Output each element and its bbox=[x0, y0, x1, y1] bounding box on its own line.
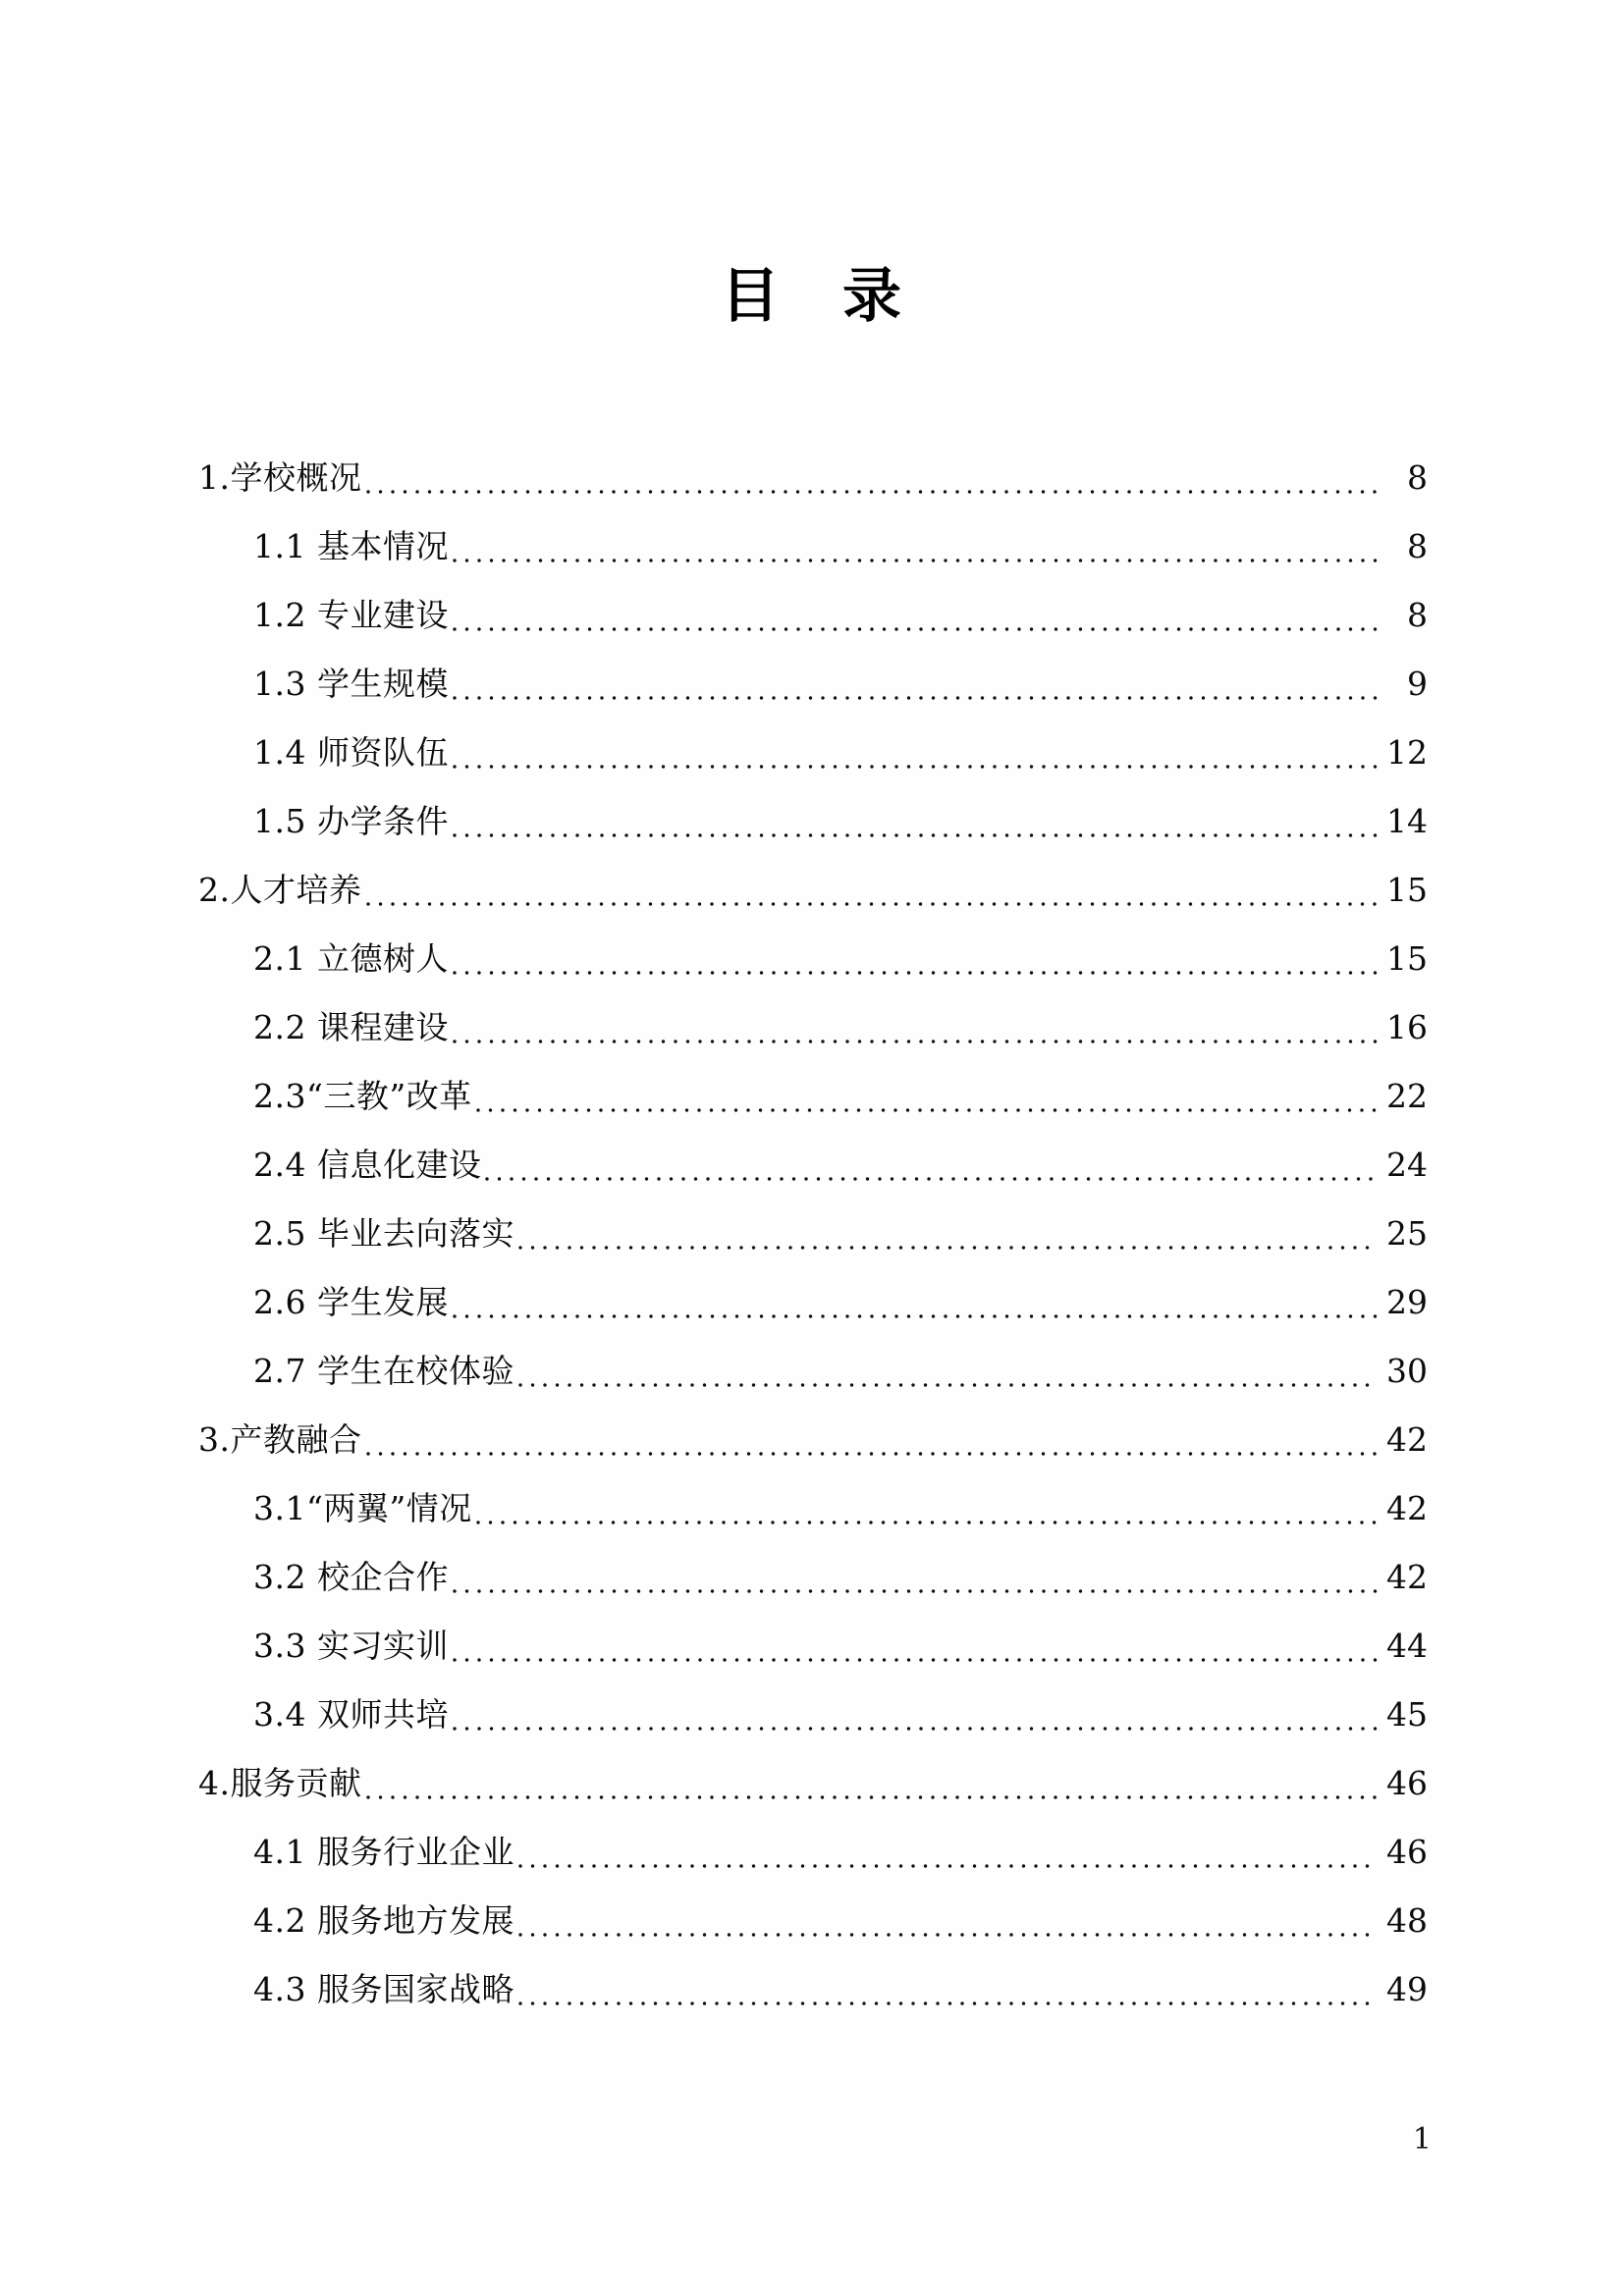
toc-entry-label: 2.5 毕业去向落实 bbox=[253, 1214, 514, 1253]
toc-entry-label: 1.4 师资队伍 bbox=[253, 733, 449, 772]
toc-entry[interactable] bbox=[198, 1406, 1428, 1474]
toc-entry-page-number: 8 bbox=[1407, 458, 1428, 497]
dot-leader bbox=[453, 787, 1378, 856]
dot-leader bbox=[518, 1955, 1378, 2024]
dot-leader bbox=[453, 1268, 1378, 1337]
dot-leader bbox=[476, 1474, 1378, 1543]
toc-entry[interactable] bbox=[198, 925, 1428, 993]
toc-entry[interactable] bbox=[198, 1062, 1428, 1131]
toc-entry[interactable] bbox=[198, 512, 1428, 581]
page-number-footer: 1 bbox=[1412, 2122, 1432, 2157]
dot-leader bbox=[366, 856, 1379, 925]
toc-entry[interactable] bbox=[198, 1543, 1428, 1612]
toc-entry-page-number: 45 bbox=[1386, 1695, 1428, 1734]
toc-entry-page-number: 14 bbox=[1386, 802, 1428, 840]
toc-entry-page-number: 8 bbox=[1407, 596, 1428, 634]
toc-entry[interactable] bbox=[198, 1337, 1428, 1406]
toc-entry-page-number: 46 bbox=[1386, 1764, 1428, 1802]
dot-leader bbox=[453, 925, 1378, 993]
toc-entry-label: 2.2 课程建设 bbox=[253, 1008, 449, 1046]
dot-leader bbox=[453, 1612, 1378, 1681]
dot-leader bbox=[453, 993, 1378, 1062]
toc-entry-page-number: 15 bbox=[1386, 871, 1428, 909]
dot-leader bbox=[453, 719, 1378, 787]
dot-leader bbox=[453, 1681, 1378, 1749]
toc-entry-page-number: 44 bbox=[1386, 1627, 1428, 1665]
toc-entry-page-number: 12 bbox=[1386, 733, 1428, 772]
toc-entry-page-number: 8 bbox=[1407, 527, 1428, 565]
toc-entry-page-number: 25 bbox=[1386, 1214, 1428, 1253]
dot-leader bbox=[518, 1818, 1378, 1887]
dot-leader bbox=[485, 1131, 1378, 1200]
toc-entry[interactable] bbox=[198, 1612, 1428, 1681]
toc-entry-label: 3.4 双师共培 bbox=[253, 1695, 449, 1734]
toc-entry-label: 1.5 办学条件 bbox=[253, 802, 449, 840]
toc-entry[interactable] bbox=[198, 719, 1428, 787]
toc-entry-label: 4.服务贡献 bbox=[198, 1764, 362, 1802]
toc-entry[interactable] bbox=[198, 1131, 1428, 1200]
toc-entry-page-number: 15 bbox=[1386, 939, 1428, 978]
toc-entry[interactable] bbox=[198, 787, 1428, 856]
toc-entry-page-number: 42 bbox=[1386, 1558, 1428, 1596]
dot-leader bbox=[453, 650, 1378, 719]
dot-leader bbox=[453, 1543, 1378, 1612]
toc-entry[interactable] bbox=[198, 1474, 1428, 1543]
toc-entry[interactable] bbox=[198, 1268, 1428, 1337]
toc-entry[interactable] bbox=[198, 444, 1428, 512]
dot-leader bbox=[518, 1337, 1378, 1406]
table-of-contents bbox=[198, 444, 1428, 2024]
toc-entry-page-number: 22 bbox=[1386, 1077, 1428, 1115]
toc-entry[interactable] bbox=[198, 1200, 1428, 1268]
toc-entry[interactable] bbox=[198, 856, 1428, 925]
toc-entry-label: 4.1 服务行业企业 bbox=[253, 1833, 514, 1871]
toc-entry[interactable] bbox=[198, 1887, 1428, 1955]
toc-entry[interactable] bbox=[198, 581, 1428, 650]
toc-entry-label: 4.2 服务地方发展 bbox=[253, 1901, 514, 1940]
dot-leader bbox=[366, 444, 1379, 512]
page-title: 目 录 bbox=[721, 262, 903, 331]
toc-entry-label: 1.2 专业建设 bbox=[253, 596, 449, 634]
toc-entry-page-number: 46 bbox=[1386, 1833, 1428, 1871]
toc-entry-page-number: 29 bbox=[1386, 1283, 1428, 1321]
dot-leader bbox=[453, 581, 1378, 650]
toc-entry[interactable] bbox=[198, 1818, 1428, 1887]
toc-entry-page-number: 24 bbox=[1386, 1146, 1428, 1184]
toc-entry[interactable] bbox=[198, 1681, 1428, 1749]
toc-entry-label: 2.1 立德树人 bbox=[253, 939, 449, 978]
toc-entry-label: 1.1 基本情况 bbox=[253, 527, 449, 565]
toc-entry-label: 2.4 信息化建设 bbox=[253, 1146, 482, 1184]
toc-entry[interactable] bbox=[198, 993, 1428, 1062]
dot-leader bbox=[476, 1062, 1378, 1131]
toc-entry-page-number: 42 bbox=[1386, 1489, 1428, 1527]
toc-entry-label: 3.2 校企合作 bbox=[253, 1558, 449, 1596]
toc-entry-page-number: 49 bbox=[1386, 1970, 1428, 2008]
toc-entry-label: 2.6 学生发展 bbox=[253, 1283, 449, 1321]
toc-entry-label: 2.7 学生在校体验 bbox=[253, 1352, 514, 1390]
toc-entry-label: 2.人才培养 bbox=[198, 871, 362, 909]
toc-entry[interactable] bbox=[198, 1749, 1428, 1818]
toc-entry-label: 2.3“三教”改革 bbox=[253, 1077, 472, 1115]
toc-entry-label: 3.产教融合 bbox=[198, 1420, 362, 1459]
toc-entry-label: 1.3 学生规模 bbox=[253, 665, 449, 703]
dot-leader bbox=[518, 1200, 1378, 1268]
dot-leader bbox=[518, 1887, 1378, 1955]
toc-entry-label: 3.1“两翼”情况 bbox=[253, 1489, 472, 1527]
dot-leader bbox=[453, 512, 1378, 581]
toc-entry[interactable] bbox=[198, 650, 1428, 719]
toc-entry-page-number: 16 bbox=[1386, 1008, 1428, 1046]
toc-entry-page-number: 30 bbox=[1386, 1352, 1428, 1390]
toc-entry-page-number: 48 bbox=[1386, 1901, 1428, 1940]
toc-entry[interactable] bbox=[198, 1955, 1428, 2024]
toc-entry-page-number: 42 bbox=[1386, 1420, 1428, 1459]
toc-entry-label: 1.学校概况 bbox=[198, 458, 362, 497]
toc-entry-page-number: 9 bbox=[1407, 665, 1428, 703]
dot-leader bbox=[366, 1749, 1379, 1818]
toc-entry-label: 3.3 实习实训 bbox=[253, 1627, 449, 1665]
dot-leader bbox=[366, 1406, 1379, 1474]
toc-entry-label: 4.3 服务国家战略 bbox=[253, 1970, 514, 2008]
